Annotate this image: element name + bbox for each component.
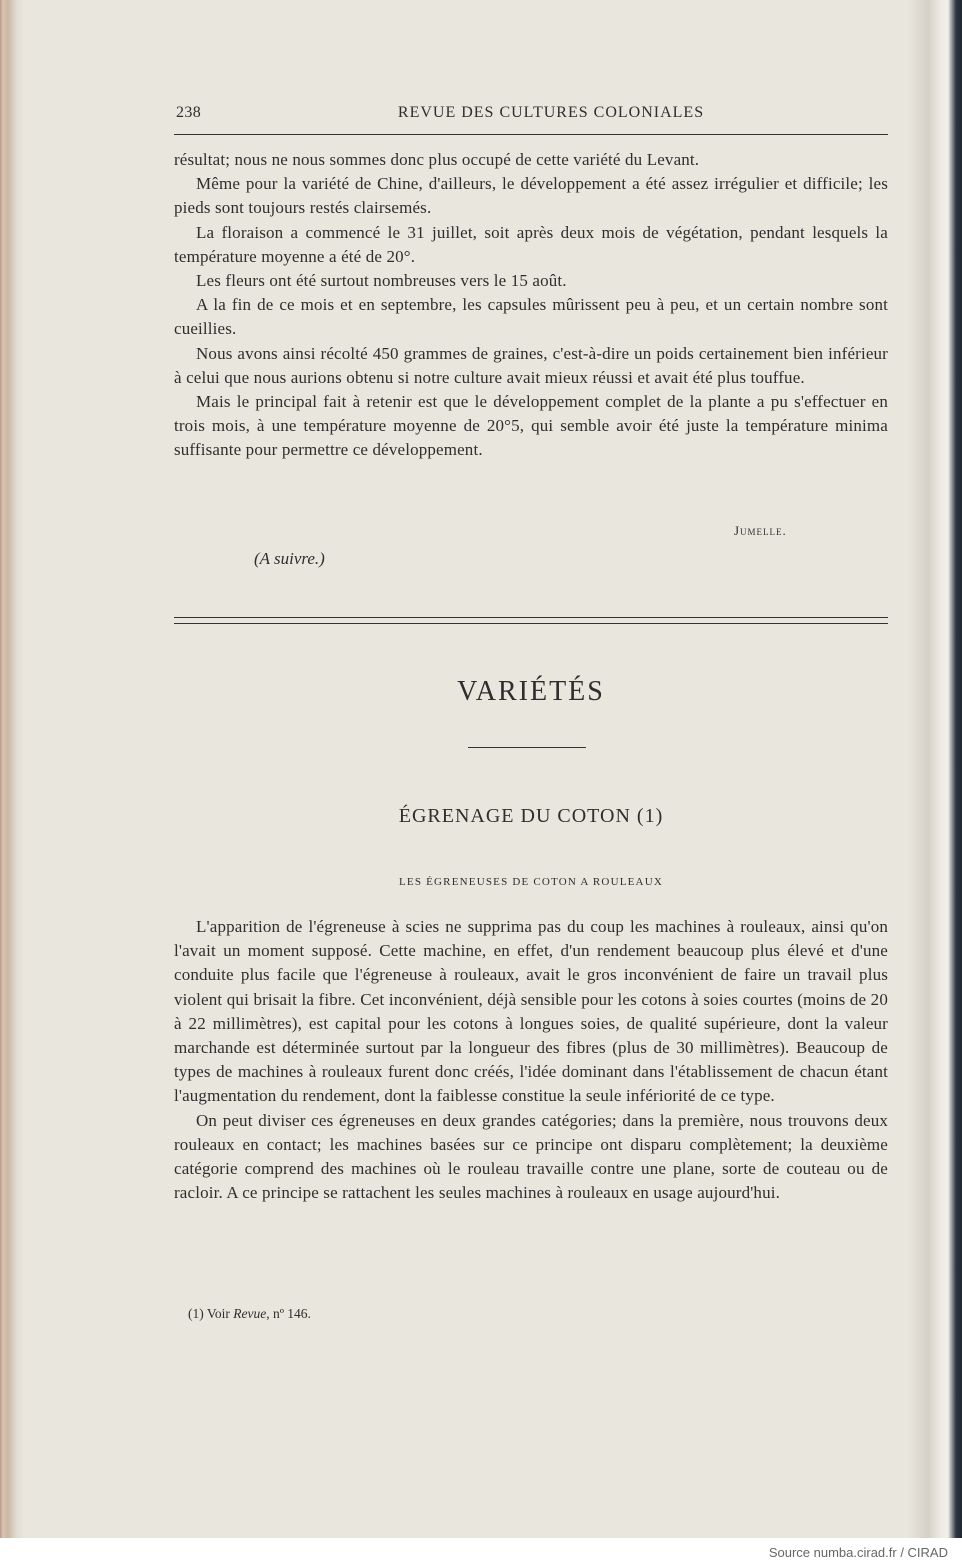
footnote-prefix: (1) Voir [188, 1306, 234, 1321]
page-number: 238 [176, 104, 202, 121]
page-content [174, 0, 888, 1538]
right-binding-edge [908, 0, 962, 1538]
author-signature: Jumelle. [734, 523, 787, 538]
left-binding-edge [0, 0, 24, 1538]
footnote [188, 1306, 311, 1322]
paragraph: On peut diviser ces égreneuses en deux grandes catégories; dans la première, nous trouvons deux rouleaux en contact; les machines basées sur ce principe ont disparu complètement; la deuxième catégorie comprend des machines où le rouleau travaille contre une plane, sorte de couteau ou de racloir. A ce principe se rattachent les seules machines à rouleaux en usage aujourd'hui. [174, 1110, 888, 1203]
title-underline-rule [468, 747, 586, 748]
section-separator-rule [174, 617, 888, 618]
running-head [174, 104, 888, 128]
section2-body [174, 915, 888, 1205]
section-title: VARIÉTÉS [457, 676, 605, 707]
section1-body [174, 148, 888, 463]
paragraph: L'apparition de l'égreneuse à scies ne supprima pas du coup les machines à rouleaux, ainsi qu'on l'avait un moment supposé. Cette machine, en effet, d'un rendement beaucoup plus élevé et d'une conduite plus facile que l'égreneuse à rouleaux, avait le gros inconvénient de faire un travail plus violent qui brisait la fibre. Cet inconvénient, déjà sensible pour les cotons à soies courtes (moins de 20 à 22 millimètres), est capital pour les cotons à longues soies, de qualité supérieure, dont la valeur marchande est déterminée surtout par la longueur des fibres (plus de 30 millimètres). Beaucoup de types de machines à rouleaux furent donc créés, l'idée dominant dans l'établissement de chacun étant l'augmentation du rendement, dont la faiblesse constitue la seule infériorité de ce type. [174, 917, 888, 1106]
header-rule [174, 134, 888, 135]
journal-title: REVUE DES CULTURES COLONIALES [397, 104, 705, 121]
paragraph: A la fin de ce mois et en septembre, les capsules mûrissent peu à peu, et un certain nombre sont cueillies. [174, 295, 888, 339]
paragraph: Même pour la variété de Chine, d'ailleurs, le développement a été assez irrégulier et difficile; les pieds sont toujours restés clairsemés. [174, 174, 888, 218]
paragraph: Nous avons ainsi récolté 450 grammes de graines, c'est-à-dire un poids certainement bien inférieur à celui que nous aurions obtenu si notre culture avait mieux réussi et avait été plus touffue. [174, 343, 888, 387]
source-credit: Source numba.cirad.fr / CIRAD [768, 1545, 948, 1560]
paragraph: Les fleurs ont été surtout nombreuses vers le 15 août. [196, 271, 567, 291]
article-title: ÉGRENAGE DU COTON (1) [398, 805, 664, 827]
section-separator-rule [174, 623, 888, 624]
footnote-suffix: , nº 146. [266, 1306, 311, 1321]
paragraph: résultat; nous ne nous sommes donc plus occupé de cette variété du Levant. [174, 150, 700, 169]
article-subtitle: LES ÉGRENEUSES DE COTON A ROULEAUX [399, 876, 663, 888]
to-be-continued: (A suivre.) [254, 549, 325, 568]
paragraph: Mais le principal fait à retenir est que le développement complet de la plante a pu s'effectuer en trois mois, à une température moyenne de 20°5, qui semble avoir été juste la température minima suffisante pour permettre ce développement. [174, 392, 888, 460]
footnote-journal: Revue [233, 1306, 267, 1321]
paragraph: La floraison a commencé le 31 juillet, soit après deux mois de végétation, pendant lesquels la température moyenne a été de 20°. [174, 222, 888, 266]
